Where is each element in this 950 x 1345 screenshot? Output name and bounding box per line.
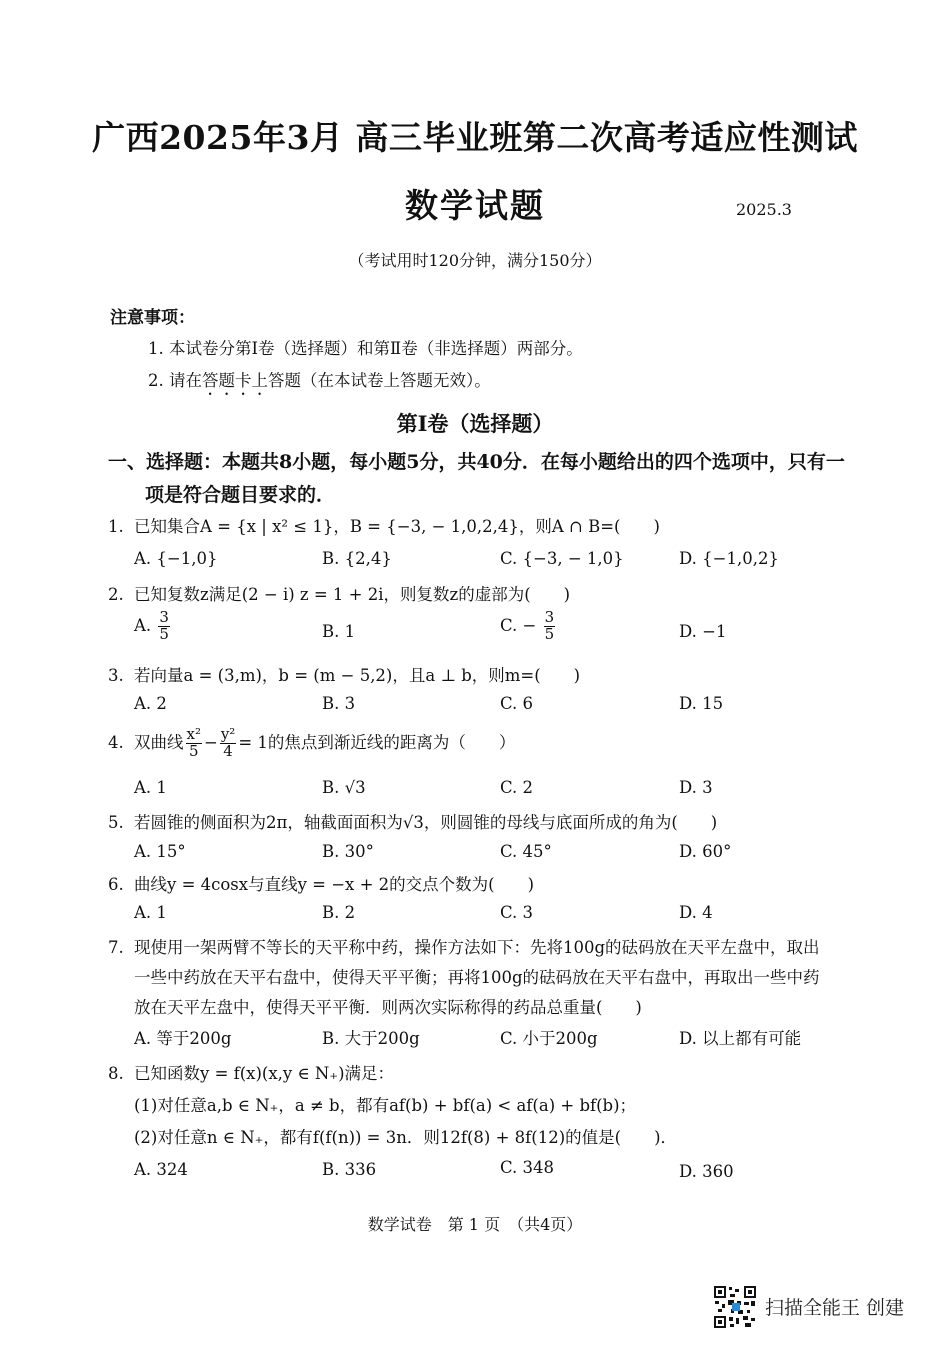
question-3-text: 若向量a = (3,m)，b = (m − 5,2)，且a ⊥ b，则m=( ) [134,666,581,685]
q4-option-c: C. 2 [500,778,534,797]
question-6: 6. 曲线y = 4cosx与直线y = −x + 2的交点个数为( ) [108,875,535,894]
question-7-line-1: 现使用一架两臂不等长的天平称中药，操作方法如下：先将100g的砝码放在天平左盘中，取出 [134,938,820,957]
q3-option-b: B. 3 [322,694,356,713]
note-emphasis: 答题卡上 [202,371,268,390]
q4-option-a: A. 1 [134,778,167,797]
question-2: 2. 已知复数z满足(2 − i) z = 1 + 2i，则复数z的虚部为( ) [108,585,571,604]
question-8: 8. 已知函数y = f(x)(x,y ∈ N₊)满足： [108,1064,395,1083]
q2-option-c: C. − $\frac{3}{5}$ [500,608,555,643]
q1-option-b: B. {2,4} [322,549,392,568]
question-4: 4. 双曲线 $\frac{\text{x²}}{5}$ − $\frac{\text{y²}}{4}$ = 1的焦点到渐近线的距离为（ ） [108,725,516,760]
q3-option-a: A. 2 [134,694,167,713]
q8-option-a: A. 324 [134,1160,188,1179]
question-1: 1. 已知集合A = {x | x² ≤ 1}，B = {−3, − 1,0,2,4}，则A ∩ B=( ) [108,517,660,536]
q2-option-b: B. 1 [322,622,356,641]
notes-title: 注意事项： [110,308,195,328]
exam-subtitle: 数学试题 [405,186,545,225]
q1-option-d: D. {−1,0,2} [679,549,779,568]
question-3: 3. 若向量a = (3,m)，b = (m − 5,2)，且a ⊥ b，则m=( ) [108,666,581,685]
question-8-line-1: 已知函数y = f(x)(x,y ∈ N₊)满足： [134,1064,395,1083]
qr-code-icon [713,1285,757,1329]
q3-option-c: C. 6 [500,694,534,713]
exam-title: 广西2025年3月 高三毕业班第二次高考适应性测试 [92,118,858,157]
q5-option-a: A. 15° [134,842,186,861]
q5-option-b: B. 30° [322,842,374,861]
note-item-2: 2. 请在答题卡上答题（在本试卷上答题无效）。 [148,371,491,390]
q7-option-b: B. 大于200g [322,1029,420,1048]
q8-option-d: D. 360 [679,1162,734,1181]
question-7: 7. 现使用一架两臂不等长的天平称中药，操作方法如下：先将100g的砝码放在天平左盘中，取出 [108,938,820,957]
q6-option-d: D. 4 [679,903,713,922]
q4-option-d: D. 3 [679,778,713,797]
section-instruction-line-2: 项是符合题目要求的． [145,484,336,506]
q7-option-d: D. 以上都有可能 [679,1029,802,1048]
question-8-line-3: (2)对任意n ∈ N₊，都有f(f(n)) = 3n．则12f(8) + 8f(12)的值是( )． [134,1128,678,1147]
q7-option-a: A. 等于200g [134,1029,232,1048]
question-6-text: 曲线y = 4cosx与直线y = −x + 2的交点个数为( ) [134,875,535,894]
q1-option-c: C. {−3, − 1,0} [500,549,624,568]
question-5-text: 若圆锥的侧面积为2π，轴截面面积为√3，则圆锥的母线与底面所成的角为( ) [134,813,718,832]
q6-option-b: B. 2 [322,903,356,922]
exam-date: 2025.3 [736,200,792,219]
exam-info: （考试用时120分钟，满分150分） [348,251,602,270]
question-1-text: 已知集合A = {x | x² ≤ 1}，B = {−3, − 1,0,2,4}，则A ∩ B=( ) [134,517,660,536]
q6-option-a: A. 1 [134,903,167,922]
scanner-watermark-text: 扫描全能王 创建 [765,1297,905,1319]
question-2-text: 已知复数z满足(2 − i) z = 1 + 2i，则复数z的虚部为( ) [134,585,571,604]
part-1-title: 第Ⅰ卷（选择题） [396,411,554,436]
q8-option-b: B. 336 [322,1160,377,1179]
q5-option-c: C. 45° [500,842,552,861]
q3-option-d: D. 15 [679,694,724,713]
q2-option-d: D. −1 [679,622,727,641]
question-7-line-3: 放在天平左盘中，使得天平平衡．则两次实际称得的药品总重量( ) [134,998,642,1017]
q7-option-c: C. 小于200g [500,1029,598,1048]
q6-option-c: C. 3 [500,903,534,922]
section-instruction-line-1: 一、选择题：本题共8小题，每小题5分，共40分．在每小题给出的四个选项中，只有一 [108,451,845,473]
question-5: 5. 若圆锥的侧面积为2π，轴截面面积为√3，则圆锥的母线与底面所成的角为( ) [108,813,718,832]
question-7-line-2: 一些中药放在天平右盘中，使得天平平衡；再将100g的砝码放在天平右盘中，再取出一些中药 [134,968,820,987]
page-footer: 数学试卷 第 1 页 （共4页） [367,1215,583,1234]
question-8-line-2: (1)对任意a,b ∈ N₊，a ≠ b，都有af(b) + bf(a) < af(a) + bf(b)； [134,1096,637,1115]
q5-option-d: D. 60° [679,842,732,861]
q4-option-b: B. √3 [322,778,366,797]
q1-option-a: A. {−1,0} [134,549,218,568]
q2-option-a: A. $\frac{3}{5}$ [134,608,169,643]
note-item-1: 1. 本试卷分第Ⅰ卷（选择题）和第Ⅱ卷（非选择题）两部分。 [148,339,583,358]
q8-option-c: C. 348 [500,1158,555,1177]
